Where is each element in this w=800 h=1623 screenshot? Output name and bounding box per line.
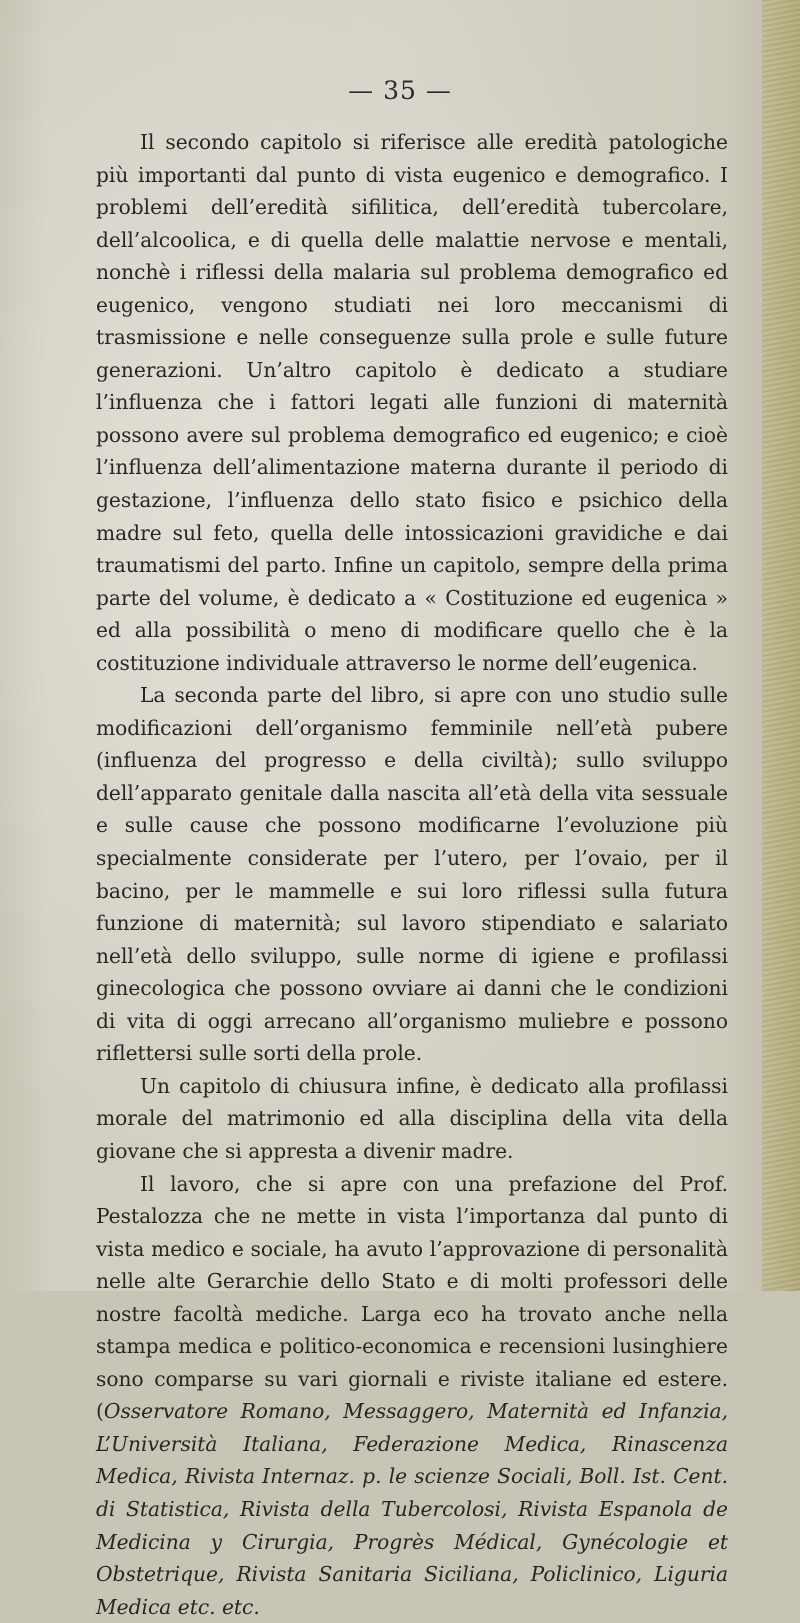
paragraph-reception [96, 1168, 728, 1623]
page-edge-strip [762, 0, 800, 1291]
cited-publications: Osservatore Romano, Messaggero, Maternità ed Infanzia, L’Università Italiana, Federazione Medica, Rinascenza Medica, Rivista Internaz. p. le scienze Sociali, Boll. Ist. Cent. di Statistica, Rivista della Tubercolosi, Rivista Espanola de Medicina y Cirurgia, Progrès Médical, Gynécologie et Obstetrique, Rivista Sanitaria Siciliana, Policlinico, Liguria Medica etc. etc. [96, 1399, 728, 1618]
page-number: — 35 — [0, 76, 800, 105]
paragraph-heredity-chapter: Il secondo capitolo si riferisce alle eredità patologiche più importanti dal punto di vista eugenico e demografico. I problemi dell’eredità sifilitica, dell’eredità tubercolare, dell’alcoolica, e di quella delle malattie nervose e mentali, nonchè i riflessi della malaria sul problema demografico ed eugenico, vengono studiati nei loro meccanismi di trasmissione e nelle conseguenze sulla prole e sulle future generazioni. Un’altro capitolo è dedicato a studiare l’influenza che i fattori legati alle funzioni di maternità possono avere sul problema demografico ed eugenico; e cioè l’influenza dell’alimentazione materna durante il periodo di gestazione, l’influenza dello stato fisico e psichico della madre sul feto, quella delle intossicazioni gravidiche e dai traumatismi del parto. Infine un capitolo, sempre della prima parte del volume, è dedicato a « Costituzione ed eugenica » ed alla possibilità o meno di modificare quello che è la costituzione individuale attraverso le norme dell’eugenica. [96, 126, 728, 679]
paragraph-second-part: La seconda parte del libro, si apre con uno studio sulle modificazioni dell’organismo femminile nell’età pubere (influenza del progresso e della civiltà); sullo sviluppo dell’apparato genitale dalla nascita all’età della vita sessuale e sulle cause che possono modificarne l’evoluzione più specialmente considerate per l’utero, per l’ovaio, per il bacino, per le mammelle e sui loro riflessi sulla futura funzione di maternità; sul lavoro stipendiato e salariato nell’età dello sviluppo, sulle norme di igiene e profilassi ginecologica che possono ovviare ai danni che le condizioni di vita di oggi arrecano all’organismo muliebre e possono riflettersi sulle sorti della prole. [96, 679, 728, 1070]
body-text [96, 126, 728, 1623]
paragraph-closing-chapter: Un capitolo di chiusura infine, è dedicato alla profilassi morale del matrimonio ed alla disciplina della vita della giovane che si appresta a divenir madre. [96, 1070, 728, 1168]
reception-text: Il lavoro, che si apre con una prefazione del Prof. Pestalozza che ne mette in vista l’importanza dal punto di vista medico e sociale, ha avuto l’approvazione di personalità nelle alte Gerarchie dello Stato e di molti professori delle nostre facoltà mediche. Larga eco ha trovato anche nella stampa medica e politico-economica e recensioni lusinghiere sono comparse su vari giornali e riviste italiane ed estere. ( [96, 1172, 728, 1424]
